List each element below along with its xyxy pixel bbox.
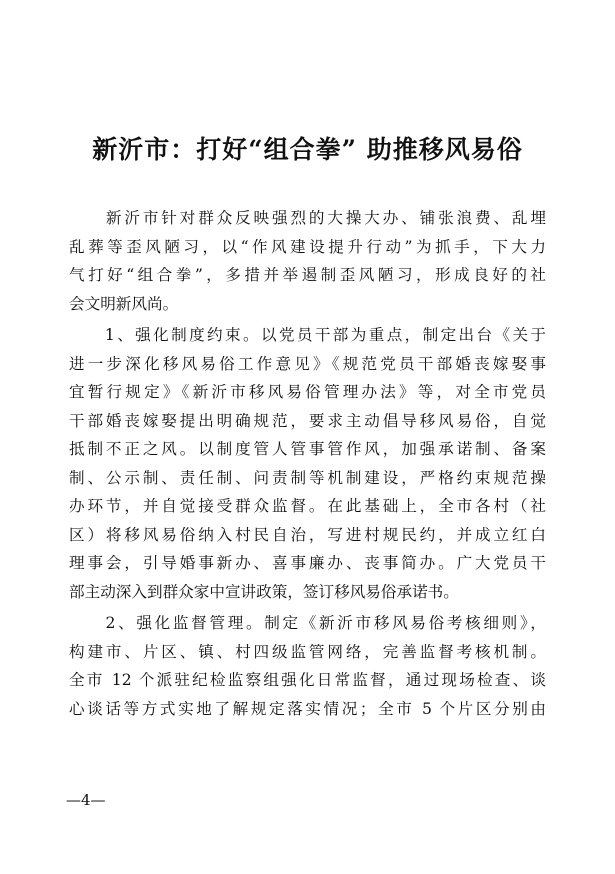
paragraph-2-line-7: 办环节，并自觉接受群众监督。在此基础上，全市各村（社 xyxy=(69,497,546,515)
document-body xyxy=(69,204,546,723)
paragraph-1-line-4: 会文明新风尚。 xyxy=(69,294,179,313)
paragraph-1-line-2: 乱葬等歪风陋习，以“作风建设提升行动”为抓手，下大力 xyxy=(69,237,546,256)
paragraph-2-line-8: 区）将移风易俗纳入村民自治，写进村规民约，并成立红白 xyxy=(69,525,546,544)
paragraph-3-line-4: 心谈话等方式实地了解规定落实情况；全市 5 个片区分别由 xyxy=(69,699,546,718)
paragraph-2-line-3: 宜暂行规定》《新沂市移风易俗管理办法》等，对全市党员 xyxy=(69,383,546,401)
paragraph-2-line-6: 制、公示制、责任制、问责制等机制建设，严格约束规范操 xyxy=(69,468,546,487)
paragraph-2-line-9: 理事会，引导婚事新办、喜事廉办、丧事简办。广大党员干 xyxy=(69,554,546,572)
paragraph-2-line-2: 进一步深化移风易俗工作意见》《规范党员干部婚丧嫁娶事 xyxy=(69,354,546,373)
paragraph-3-line-1: 2、强化监督管理。制定《新沂市移风易俗考核细则》， xyxy=(69,614,546,632)
paragraph-1-line-1: 新沂市针对群众反映强烈的大操大办、铺张浪费、乱埋 xyxy=(69,209,546,227)
document-title: 新沂市：打好“组合拳” 助推移风易俗 xyxy=(92,135,523,164)
page-number: —4— xyxy=(66,791,106,809)
paragraph-3-line-2: 构建市、片区、镇、村四级监管网络，完善监督考核机制。 xyxy=(69,642,546,661)
paragraph-2-line-1: 1、强化制度约束。以党员干部为重点，制定出台《关于 xyxy=(69,326,546,344)
paragraph-2-line-4: 干部婚丧嫁娶提出明确规范，要求主动倡导移风易俗，自觉 xyxy=(69,411,546,430)
paragraph-1-line-3: 气打好“组合拳”，多措并举遏制歪风陋习，形成良好的社 xyxy=(69,266,546,284)
paragraph-3-line-3: 全市 12 个派驻纪检监察组强化日常监督，通过现场检查、谈 xyxy=(69,671,546,689)
paragraph-2-line-5: 抵制不正之风。以制度管人管事管作风，加强承诺制、备案 xyxy=(69,440,546,458)
paragraph-2-line-10: 部主动深入到群众家中宣讲政策，签订移风易俗承诺书。 xyxy=(69,582,459,601)
